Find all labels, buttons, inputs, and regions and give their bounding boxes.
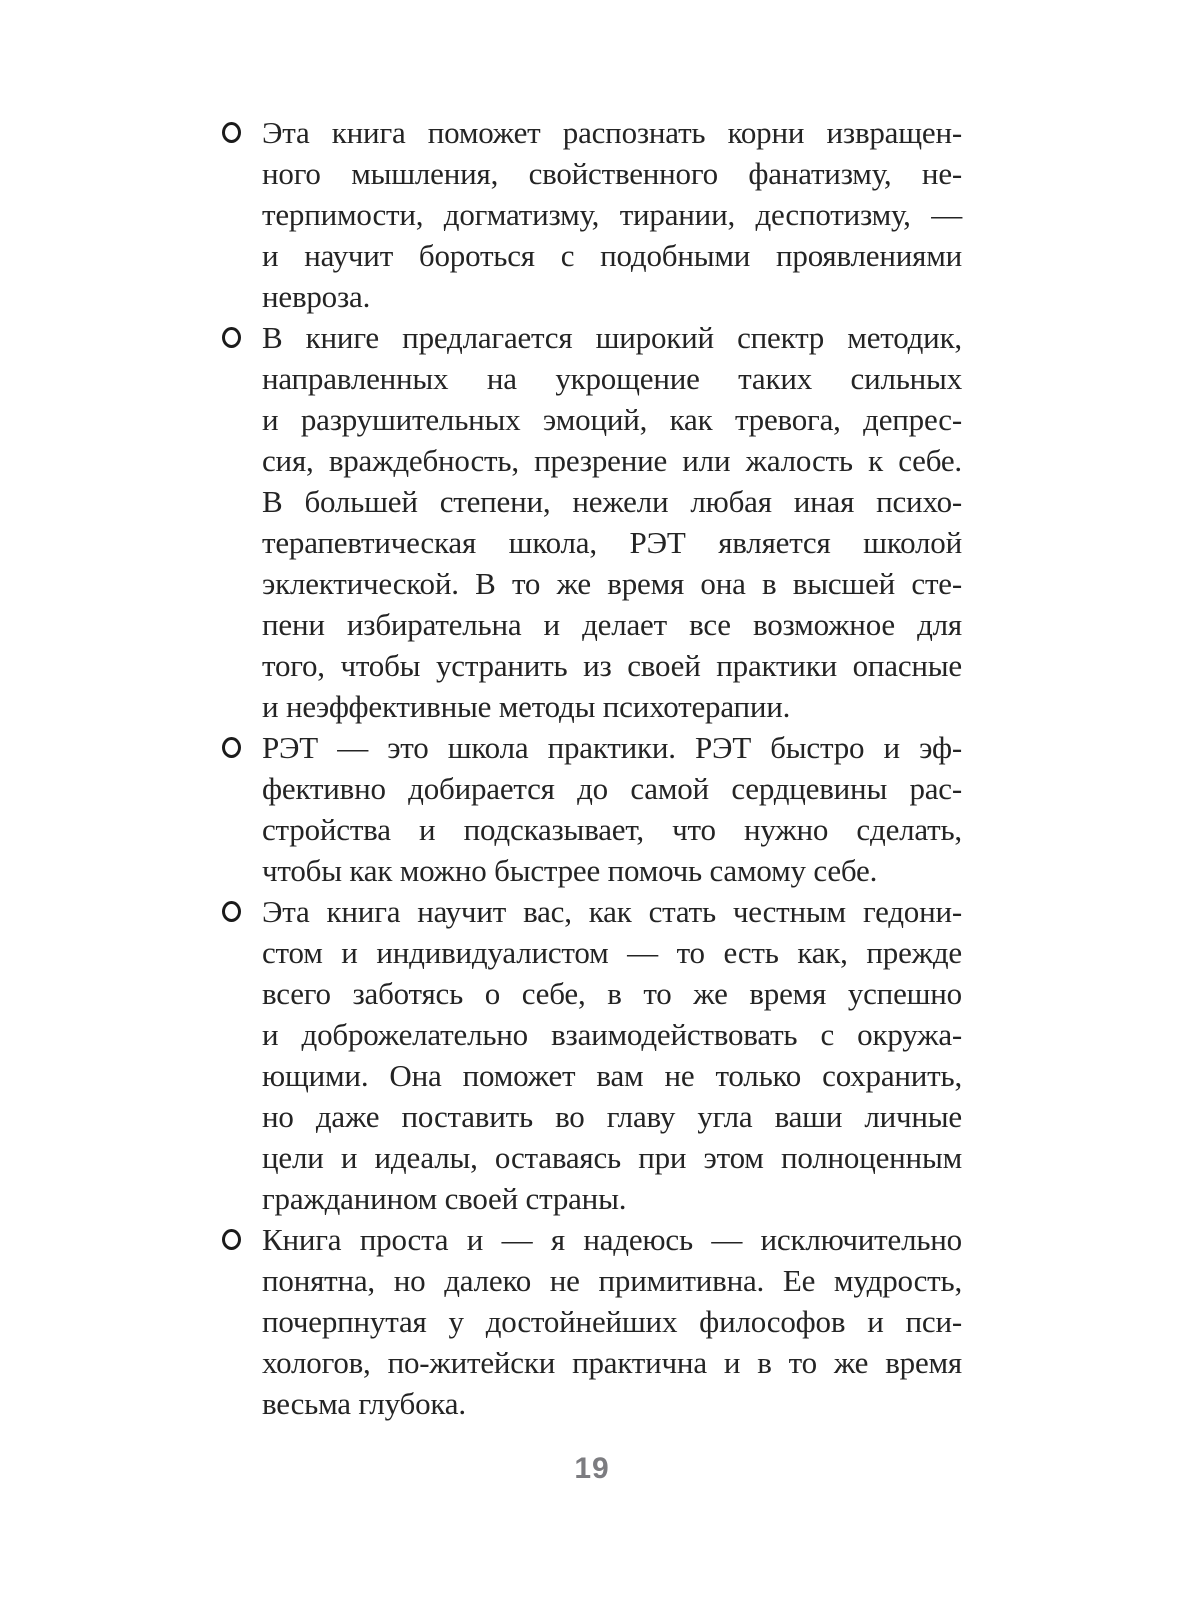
text-line: весьма глубока.: [262, 1386, 466, 1421]
text-line: чтобы как можно быстрее помочь самому себе.: [262, 853, 878, 888]
text-line: ного мышления, свойственного фанатизму, не-: [262, 156, 962, 191]
text-line: и доброжелательно взаимодействовать с окружа-: [262, 1017, 962, 1052]
text-line: невроза.: [262, 279, 371, 314]
text-line: фективно добирается до самой сердцевины рас-: [262, 771, 962, 806]
bullet-circle-icon: [222, 122, 241, 143]
bullet-list: [222, 112, 962, 1424]
text-line: ющими. Она поможет вам не только сохранить,: [262, 1058, 962, 1093]
text-line: терапевтическая школа, РЭТ является школой: [262, 525, 962, 560]
text-line: пени избирательна и делает все возможное для: [262, 607, 962, 642]
paragraph-text: [262, 112, 962, 317]
paragraph-text: [262, 317, 962, 727]
text-line: В большей степени, нежели любая иная психо-: [262, 484, 962, 519]
text-line: всего заботясь о себе, в то же время успешно: [262, 976, 962, 1011]
page-number: 19: [574, 1452, 610, 1485]
bullet-circle-icon: [222, 901, 241, 922]
text-line: стом и индивидуалистом — то есть как, прежде: [262, 935, 962, 970]
text-line: В книге предлагается широкий спектр методик,: [262, 320, 962, 355]
text-line: почерпнутая у достойнейших философов и пси-: [262, 1304, 962, 1339]
text-line: того, чтобы устранить из своей практики опасные: [262, 648, 962, 683]
list-item: [222, 112, 962, 317]
text-line: направленных на укрощение таких сильных: [262, 361, 962, 396]
text-line: понятна, но далеко не примитивна. Ее мудрость,: [262, 1263, 962, 1298]
bullet-circle-icon: [222, 737, 241, 758]
text-line: РЭТ — это школа практики. РЭТ быстро и эф-: [262, 730, 962, 765]
list-item: [222, 891, 962, 1219]
text-line: цели и идеалы, оставаясь при этом полноценным: [262, 1140, 962, 1175]
paragraph-text: [262, 1219, 962, 1424]
text-line: хологов, по-житейски практична и в то же время: [262, 1345, 962, 1380]
paragraph-text: [262, 891, 962, 1219]
text-line: но даже поставить во главу угла ваши личные: [262, 1099, 962, 1134]
bullet-circle-icon: [222, 1229, 241, 1250]
list-item: [222, 727, 962, 891]
text-line: гражданином своей страны.: [262, 1181, 627, 1216]
list-item: [222, 317, 962, 727]
bullet-circle-icon: [222, 327, 241, 348]
text-line: и разрушительных эмоций, как тревога, депрес-: [262, 402, 962, 437]
list-item: [222, 1219, 962, 1424]
text-line: сия, враждебность, презрение или жалость к себе.: [262, 443, 962, 478]
text-line: эклектической. В то же время она в высшей сте-: [262, 566, 962, 601]
paragraph-text: [262, 727, 962, 891]
text-line: Книга проста и — я надеюсь — исключительно: [262, 1222, 962, 1257]
text-line: и научит бороться с подобными проявлениями: [262, 238, 962, 273]
text-line: терпимости, догматизму, тирании, деспотизму, —: [262, 197, 962, 232]
text-line: Эта книга научит вас, как стать честным гедони-: [262, 894, 962, 929]
text-line: Эта книга поможет распознать корни извращен-: [262, 115, 962, 150]
text-line: стройства и подсказывает, что нужно сделать,: [262, 812, 962, 847]
text-line: и неэффективные методы психотерапии.: [262, 689, 791, 724]
